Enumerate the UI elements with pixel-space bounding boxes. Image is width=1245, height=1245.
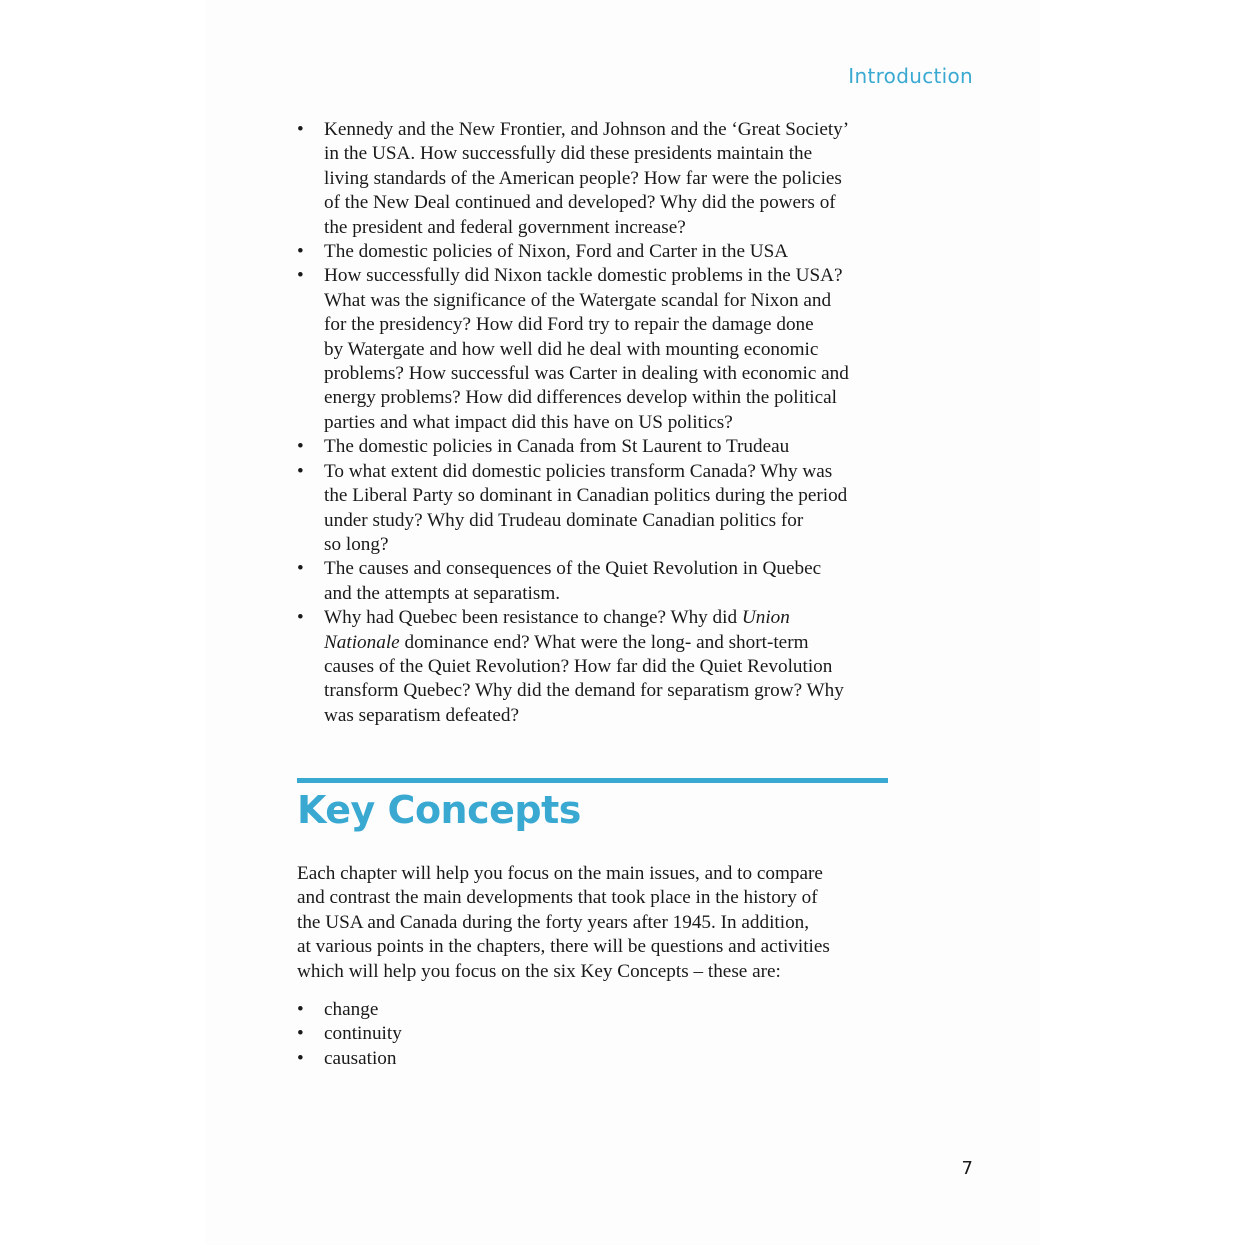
section-heading: Key Concepts bbox=[297, 788, 581, 832]
list-item bbox=[297, 557, 897, 606]
text-line: How successfully did Nixon tackle domestic problems in the USA? bbox=[324, 265, 843, 287]
text-line: problems? How successful was Carter in dealing with economic and bbox=[324, 363, 849, 385]
text-line: To what extent did domestic policies transform Canada? Why was bbox=[324, 460, 833, 482]
list-item bbox=[297, 264, 897, 435]
list-item bbox=[297, 240, 897, 264]
text-line: and contrast the main developments that took place in the history of bbox=[297, 887, 818, 909]
concept-label: change bbox=[324, 999, 379, 1020]
text-line bbox=[324, 631, 897, 655]
intro-paragraph bbox=[297, 862, 897, 984]
text-line: and the attempts at separatism. bbox=[324, 582, 561, 604]
bullet-icon: • bbox=[297, 1047, 304, 1069]
text-line: in the USA. How successfully did these presidents maintain the bbox=[324, 143, 813, 165]
bullet-icon: • bbox=[297, 119, 304, 140]
text-line: The causes and consequences of the Quiet Revolution in Quebec bbox=[324, 558, 822, 580]
text-line: Each chapter will help you focus on the main issues, and to compare bbox=[297, 863, 823, 884]
text-line: the USA and Canada during the forty years after 1945. In addition, bbox=[297, 911, 810, 933]
text-line: The domestic policies in Canada from St Laurent to Trudeau bbox=[324, 436, 790, 458]
text-line: parties and what impact did this have on US politics? bbox=[324, 411, 733, 433]
text-line: so long? bbox=[324, 533, 389, 555]
list-item bbox=[297, 606, 897, 728]
text-line: living standards of the American people? How far were the policies bbox=[324, 167, 842, 189]
text-line: What was the significance of the Watergate scandal for Nixon and bbox=[324, 289, 832, 311]
key-concepts-list bbox=[297, 998, 897, 1071]
section-rule bbox=[297, 778, 888, 783]
text-line: at various points in the chapters, there will be questions and activities bbox=[297, 936, 830, 958]
bullet-icon: • bbox=[297, 460, 304, 482]
bullet-icon: • bbox=[297, 607, 304, 629]
bullet-icon: • bbox=[297, 558, 304, 580]
text-line: for the presidency? How did Ford try to repair the damage done bbox=[324, 314, 814, 336]
text-line: was separatism defeated? bbox=[324, 704, 519, 726]
concept-label: causation bbox=[324, 1047, 397, 1069]
list-item bbox=[297, 998, 897, 1022]
text-line: of the New Deal continued and developed? Why did the powers of bbox=[324, 192, 836, 214]
text-line: the president and federal government increase? bbox=[324, 216, 686, 238]
text-line: transform Quebec? Why did the demand for separatism grow? Why bbox=[324, 680, 844, 702]
page-number: 7 bbox=[961, 1158, 973, 1179]
text-run: Why had Quebec been resistance to change? Why did bbox=[324, 607, 742, 629]
italic-term: Union bbox=[741, 607, 790, 629]
list-item bbox=[297, 1047, 897, 1071]
text-line: causes of the Quiet Revolution? How far did the Quiet Revolution bbox=[324, 655, 833, 677]
running-head: Introduction bbox=[848, 64, 973, 88]
text-line bbox=[324, 606, 897, 630]
concept-label: continuity bbox=[324, 1023, 402, 1045]
topic-bullet-list bbox=[297, 118, 897, 728]
text-line: the Liberal Party so dominant in Canadian politics during the period bbox=[324, 485, 848, 507]
list-item bbox=[297, 435, 897, 459]
italic-term: Nationale bbox=[324, 631, 400, 653]
text-line: which will help you focus on the six Key Concepts – these are: bbox=[297, 960, 781, 982]
bullet-icon: • bbox=[297, 241, 304, 263]
text-line: by Watergate and how well did he deal with mounting economic bbox=[324, 338, 819, 360]
bullet-icon: • bbox=[297, 999, 304, 1020]
bullet-icon: • bbox=[297, 1023, 304, 1045]
list-item bbox=[297, 118, 897, 240]
text-run: dominance end? What were the long- and short-term bbox=[399, 631, 809, 653]
list-item bbox=[297, 1022, 897, 1046]
text-line: Kennedy and the New Frontier, and Johnson and the ‘Great Society’ bbox=[324, 119, 850, 140]
bullet-icon: • bbox=[297, 265, 304, 287]
bullet-icon: • bbox=[297, 436, 304, 458]
list-item bbox=[297, 460, 897, 558]
text-line: energy problems? How did differences develop within the political bbox=[324, 387, 837, 409]
text-line: under study? Why did Trudeau dominate Canadian politics for bbox=[324, 509, 804, 531]
text-line: The domestic policies of Nixon, Ford and Carter in the USA bbox=[324, 241, 789, 263]
